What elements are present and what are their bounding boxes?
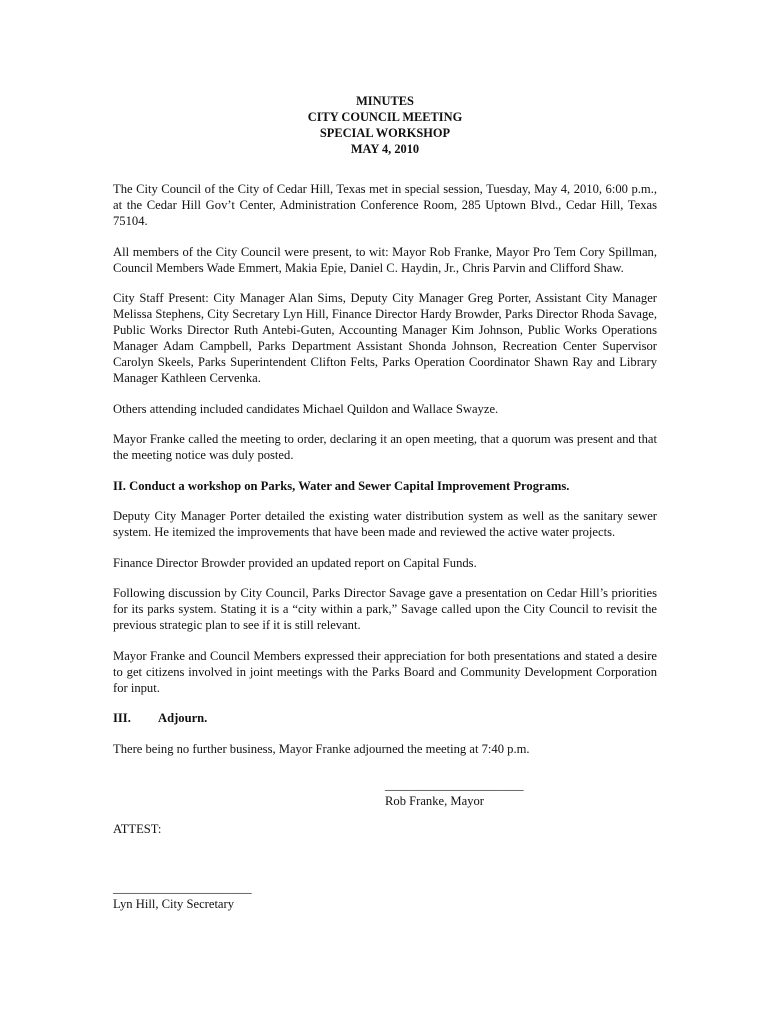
- paragraph-call-to-order: Mayor Franke called the meeting to order, declaring it an open meeting, that a quorum was present and that the meeting notice was duly posted.: [113, 432, 657, 462]
- document-header: [0, 93, 770, 157]
- section-heading-adjourn: [113, 710, 657, 726]
- paragraph-water-system: Deputy City Manager Porter detailed the existing water distribution system as well as the sanitary sewer system. He itemized the improvements that have been made and reviewed the active water projects.: [113, 509, 657, 539]
- mayor-signature-line: ______________________: [385, 778, 524, 792]
- mayor-signature-block: [385, 777, 524, 809]
- paragraph-capital-funds: Finance Director Browder provided an updated report on Capital Funds.: [113, 555, 477, 570]
- paragraph-appreciation: Mayor Franke and Council Members expressed their appreciation for both presentations and stated a desire to get citizens involved in joint meetings with the Parks Board and Community Development Corporation for input.: [113, 648, 657, 695]
- paragraph-staff-present: City Staff Present: City Manager Alan Sims, Deputy City Manager Greg Porter, Assistant City Manager Melissa Stephens, City Secretary Lyn Hill, Finance Director Hardy Browder, Parks Director Rhoda Savage, Public Works Director Ruth Antebi-Guten, Accounting Manager Kim Johnson, Public Works Operations Manager Adam Campbell, Parks Department Assistant Shonda Johnson, Recreation Center Supervisor Carolyn Skeels, Parks Superintendent Clifton Felts, Parks Operation Coordinator Shawn Ray and Library Manager Kathleen Cervenka.: [113, 291, 657, 385]
- header-title: MINUTES: [356, 94, 414, 108]
- paragraph-others-attending: Others attending included candidates Michael Quildon and Wallace Swayze.: [113, 401, 499, 416]
- paragraph-session-info: The City Council of the City of Cedar Hill, Texas met in special session, Tuesday, May 4, 2010, 6:00 p.m., at the Cedar Hill Gov’t Center, Administration Conference Room, 285 Uptown Blvd., Cedar Hill, Texas 75104.: [113, 182, 657, 228]
- paragraph-parks-presentation: Following discussion by City Council, Parks Director Savage gave a presentation on Cedar Hill’s priorities for its parks system. Stating it is a “city within a park,” Savage called upon the City Council to revisit the previous strategic plan to see if it is still relevant.: [113, 586, 657, 632]
- secretary-signature-block: [113, 880, 252, 912]
- attest-label: ATTEST:: [113, 822, 162, 836]
- document-body: [113, 181, 657, 771]
- header-meeting: CITY COUNCIL MEETING: [307, 110, 463, 124]
- secretary-name: Lyn Hill, City Secretary: [113, 897, 235, 911]
- paragraph-adjournment: There being no further business, Mayor Franke adjourned the meeting at 7:40 p.m.: [113, 741, 530, 756]
- section-heading-workshop: II. Conduct a workshop on Parks, Water and Sewer Capital Improvement Programs.: [113, 478, 570, 493]
- section-title: Adjourn.: [158, 711, 208, 725]
- header-session: SPECIAL WORKSHOP: [319, 126, 451, 140]
- section-number: III.: [113, 711, 131, 725]
- header-date: MAY 4, 2010: [350, 142, 420, 156]
- paragraph-members-present: All members of the City Council were present, to wit: Mayor Rob Franke, Mayor Pro Tem Cory Spillman, Council Members Wade Emmert, Makia Epie, Daniel C. Haydin, Jr., Chris Parvin and Clifford Shaw.: [113, 244, 657, 275]
- secretary-signature-line: ______________________: [113, 881, 252, 895]
- mayor-name: Rob Franke, Mayor: [385, 794, 484, 808]
